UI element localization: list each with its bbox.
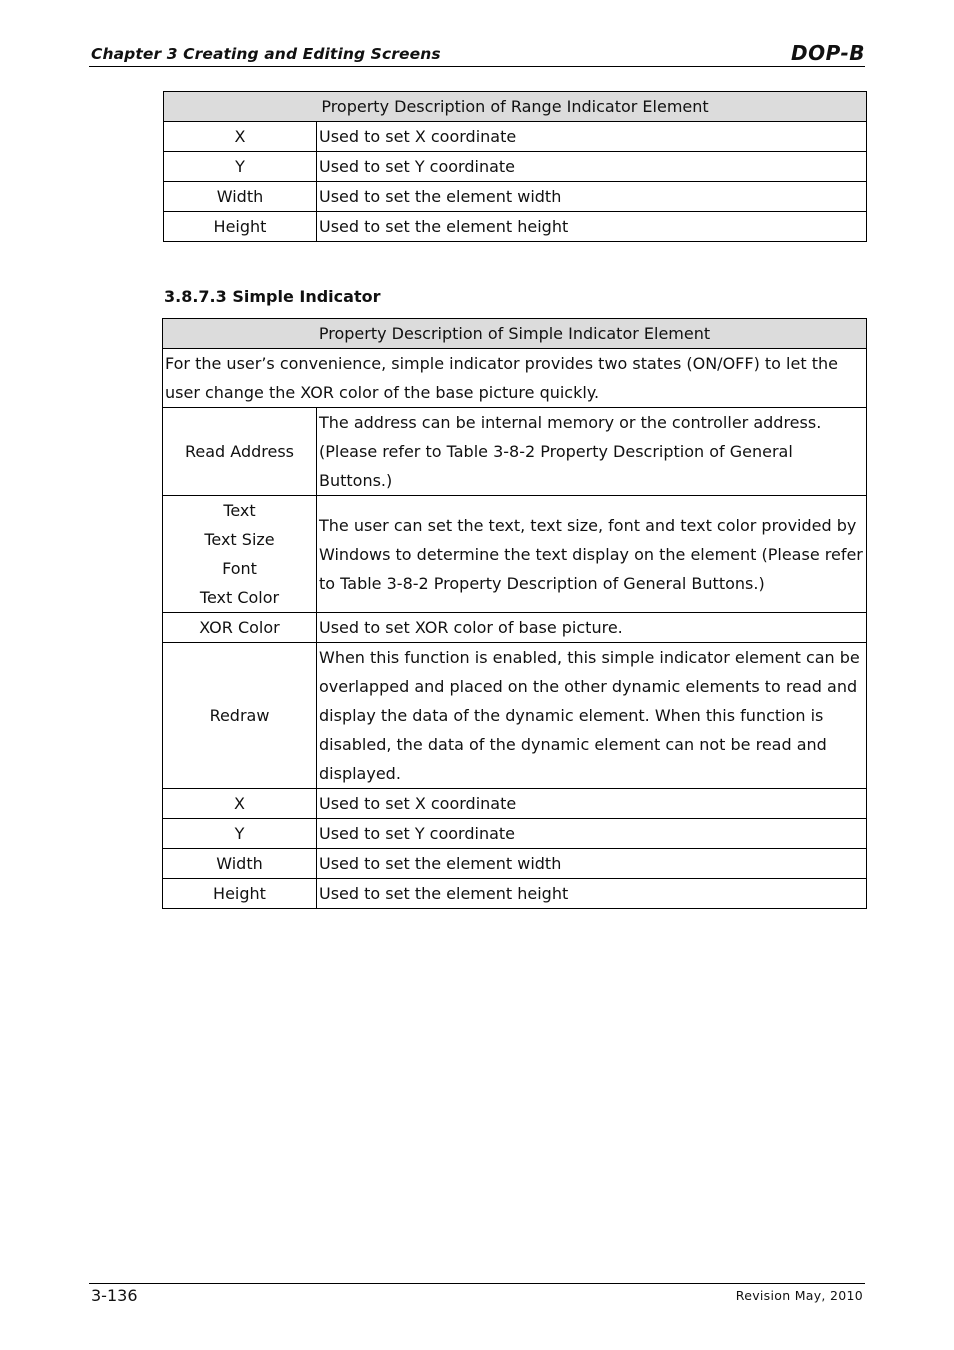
page-header [89,41,865,67]
table-row [163,849,867,879]
property-name: X [164,122,317,152]
property-name-line: Text [223,501,256,520]
table-row [163,408,867,496]
property-description: The user can set the text, text size, font and text color provided by Windows to determine the text display on the element (Please refer to Table 3-8-2 Property Description of General Buttons.) [317,496,867,613]
property-description: Used to set Y coordinate [317,819,867,849]
table-row [164,212,867,242]
table-title: Property Description of Range Indicator Element [164,92,867,122]
property-description: Used to set the element height [317,212,867,242]
property-description: Used to set the element width [317,849,867,879]
chapter-title: Chapter 3 Creating and Editing Screens [91,45,441,63]
section-heading: 3.8.7.3 Simple Indicator [164,287,381,306]
table-row [163,643,867,789]
property-name-line: Font [222,559,257,578]
property-description: Used to set X coordinate [317,789,867,819]
table-row [164,122,867,152]
revision-date: Revision May, 2010 [735,1288,863,1303]
property-name-line: Text Size [204,530,275,549]
page-number: 3-136 [91,1286,138,1305]
table-row [164,152,867,182]
table-row [163,879,867,909]
property-name: Height [163,879,317,909]
table-header-row [164,92,867,122]
property-description: Used to set the element height [317,879,867,909]
property-name-line: Text Color [199,588,280,607]
property-name: Y [163,819,317,849]
property-name [163,496,317,613]
table-header-row [163,319,867,349]
property-description: Used to set XOR color of base picture. [317,613,867,643]
property-name: Read Address [163,408,317,496]
property-name: Y [164,152,317,182]
property-name: Redraw [163,643,317,789]
property-description: The address can be internal memory or the controller address. (Please refer to Table 3-8-2 Property Description of General Buttons.) [317,408,867,496]
page-footer [89,1283,865,1305]
table-title: Property Description of Simple Indicator Element [163,319,867,349]
dop-b-logo: DOP-B [791,41,865,65]
property-description: Used to set Y coordinate [317,152,867,182]
property-description: Used to set the element width [317,182,867,212]
property-name: XOR Color [163,613,317,643]
property-name: Height [164,212,317,242]
table-row [163,789,867,819]
table-row [163,819,867,849]
simple-indicator-property-table [162,318,867,909]
table-row [164,182,867,212]
property-name: Width [163,849,317,879]
table-intro: For the user’s convenience, simple indicator provides two states (ON/OFF) to let the user change the XOR color of the base picture quickly. [163,349,867,408]
range-indicator-property-table [163,91,867,242]
table-row [163,613,867,643]
table-row [163,496,867,613]
table-row [163,349,867,408]
property-name: Width [164,182,317,212]
property-description: When this function is enabled, this simple indicator element can be overlapped and placed on the other dynamic elements to read and display the data of the dynamic element. When this function is disabled, the data of the dynamic element can not be read and displayed. [317,643,867,789]
property-description: Used to set X coordinate [317,122,867,152]
property-name: X [163,789,317,819]
